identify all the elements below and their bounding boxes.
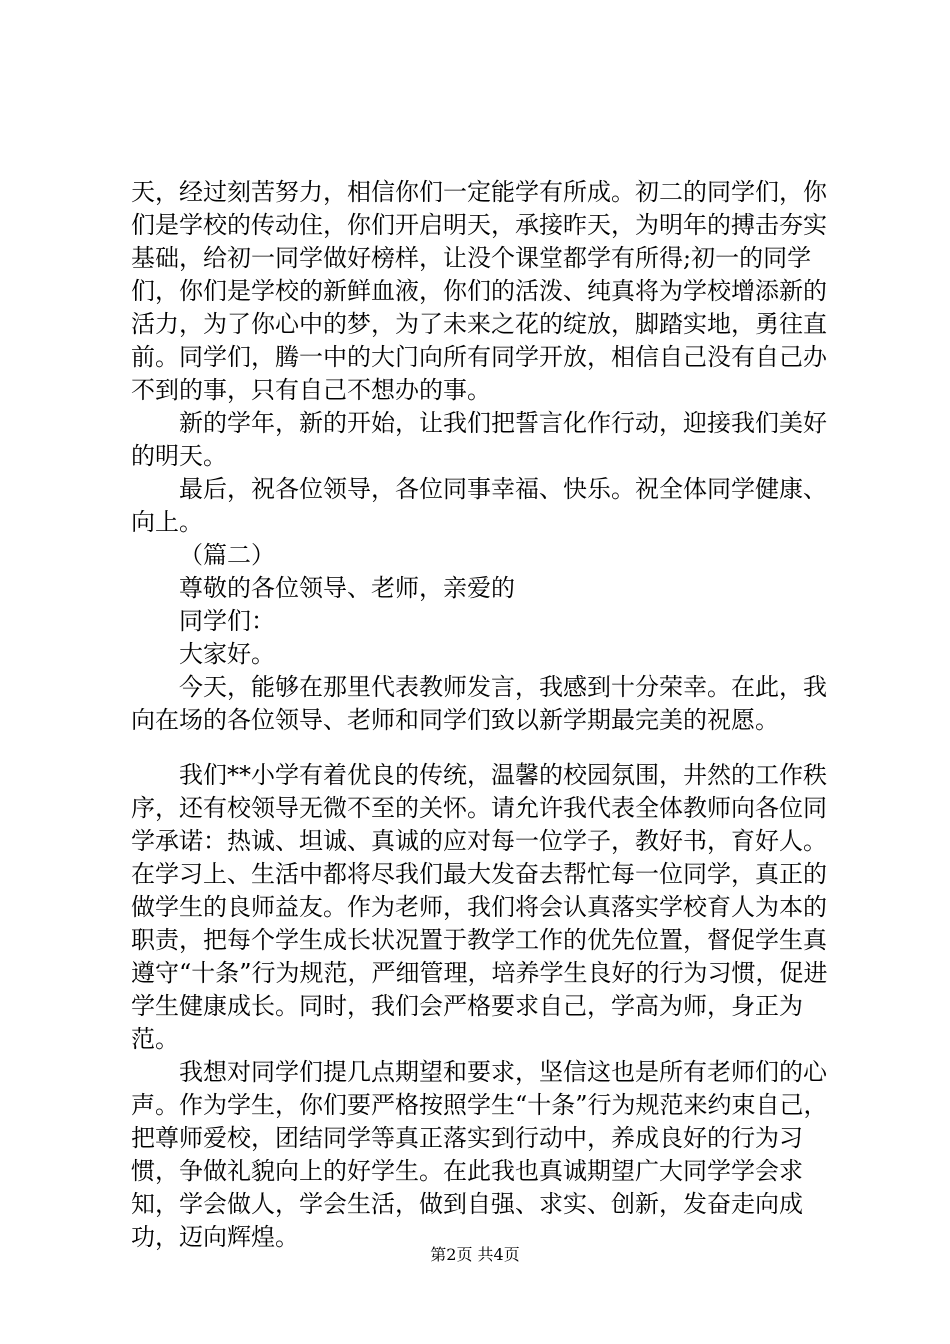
paragraph-opening-speech: 今天，能够在那里代表教师发言，我感到十分荣幸。在此，我向在场的各位领导、老师和同学们致以新学期最完美的祝愿。	[131, 673, 827, 734]
paragraph-continuation: 天，经过刻苦努力，相信你们一定能学有所成。初二的同学们，你们是学校的传动住，你们开启明天，承接昨天，为明年的搏击夯实基础，给初一同学做好榜样，让没个课堂都学有所得;初一的同学们，你们是学校的新鲜血液，你们的活泼、纯真将为学校增添新的活力，为了你心中的梦，为了未来之花的绽放，脚踏实地，勇往直前。同学们，腾一中的大门向所有同学开放，相信自己没有自己办不到的事，只有自己不想办的事。	[131, 178, 827, 404]
document-body	[131, 176, 831, 1254]
page-number-footer: 第2页 共4页	[430, 1245, 520, 1264]
salutation-line-2: 同学们：	[179, 607, 275, 635]
paragraph-expectations: 我想对同学们提几点期望和要求，坚信这也是所有老师们的心声。作为学生，你们要严格按照学生“十条”行为规范来约束自己，把尊师爱校，团结同学等真正落实到行动中，养成良好的行为习惯，争做礼貌向上的好学生。在此我也真诚期望广大同学学会求知，学会做人，学会生活，做到自强、求实、创新，发奋走向成功，迈向辉煌。	[131, 1058, 828, 1251]
paragraph-new-school-year: 新的学年，新的开始，让我们把誓言化作行动，迎接我们美好的明天。	[131, 409, 827, 470]
section-heading-part-two: （篇二）	[179, 541, 275, 569]
paragraph-closing-wishes: 最后，祝各位领导，各位同事幸福、快乐。祝全体同学健康、向上。	[131, 475, 827, 536]
greeting-line: 大家好。	[179, 640, 275, 668]
salutation-line-1: 尊敬的各位领导、老师，亲爱的	[179, 574, 515, 602]
paragraph-school-commitment: 我们**小学有着优良的传统，温馨的校园氛围，井然的工作秩序，还有校领导无微不至的关怀。请允许我代表全体教师向各位同学承诺：热诚、坦诚、真诚的应对每一位学子，教好书，育好人。在学习上、生活中都将尽我们最大发奋去帮忙每一位同学，真正的做学生的良师益友。作为老师，我们将会认真落实学校育人为本的职责，把每个学生成长状况置于教学工作的优先位置，督促学生真遵守“十条”行为规范，严细管理，培养学生良好的行为习惯，促进学生健康成长。同时，我们会严格要求自己，学高为师，身正为范。	[131, 761, 828, 1053]
